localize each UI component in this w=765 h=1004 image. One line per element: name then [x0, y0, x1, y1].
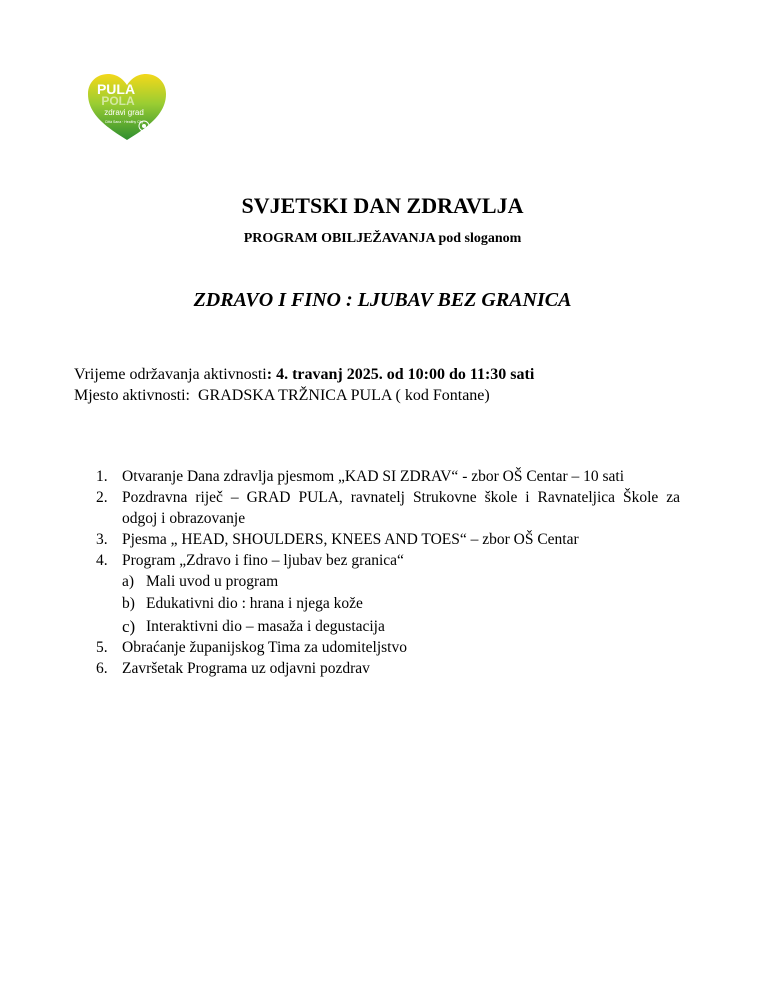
sub-item-letter: c) — [122, 617, 136, 636]
sub-item-letter: a) — [122, 573, 135, 590]
page-title: SVJETSKI DAN ZDRAVLJA — [241, 193, 524, 218]
sub-item: Edukativni dio : hrana i njega kože — [146, 595, 363, 612]
time-label: Vrijeme održavanja aktivnosti — [74, 366, 267, 383]
sub-item-letter: b) — [122, 595, 135, 612]
logo-text-echo: POLA — [101, 94, 135, 108]
logo-text-small: Città Sana · Healthy City — [104, 120, 144, 124]
pula-healthy-city-logo — [86, 72, 168, 142]
list-item-number: 5. — [96, 639, 108, 656]
list-item-number: 6. — [96, 660, 108, 677]
time-line — [74, 366, 534, 384]
place-value: GRADSKA TRŽNICA PULA ( kod Fontane) — [198, 387, 490, 404]
logo-text-main: PULA — [96, 81, 136, 97]
list-item: Pjesma „ HEAD, SHOULDERS, KNEES AND TOES“ – zbor OŠ Centar — [122, 531, 579, 548]
list-item: Obraćanje županijskog Tima za udomiteljstvo — [122, 639, 407, 656]
list-item: Pozdravna riječ – GRAD PULA, ravnatelj Strukovne škole i Ravnateljica Škole za — [122, 489, 680, 506]
list-item-number: 2. — [96, 489, 108, 506]
place-label: Mjesto aktivnosti: — [74, 387, 190, 404]
slogan: ZDRAVO I FINO : LJUBAV BEZ GRANICA — [193, 289, 572, 311]
list-item-continuation: odgoj i obrazovanje — [122, 510, 246, 527]
place-line — [74, 387, 490, 405]
page-subtitle: PROGRAM OBILJEŽAVANJA pod sloganom — [243, 231, 522, 246]
list-item-number: 3. — [96, 531, 108, 548]
list-item-number: 1. — [96, 468, 108, 485]
list-item: Završetak Programa uz odjavni pozdrav — [122, 660, 370, 677]
logo-text-sub: zdravi grad — [104, 108, 144, 117]
list-item-number: 4. — [96, 552, 108, 569]
time-value: : 4. travanj 2025. od 10:00 do 11:30 sati — [266, 366, 535, 383]
sub-item: Interaktivni dio – masaža i degustacija — [146, 618, 385, 635]
sub-item: Mali uvod u program — [146, 573, 279, 590]
list-item: Otvaranje Dana zdravlja pjesmom „KAD SI ZDRAV“ - zbor OŠ Centar – 10 sati — [122, 468, 625, 485]
list-item: Program „Zdravo i fino – ljubav bez granica“ — [122, 552, 404, 569]
